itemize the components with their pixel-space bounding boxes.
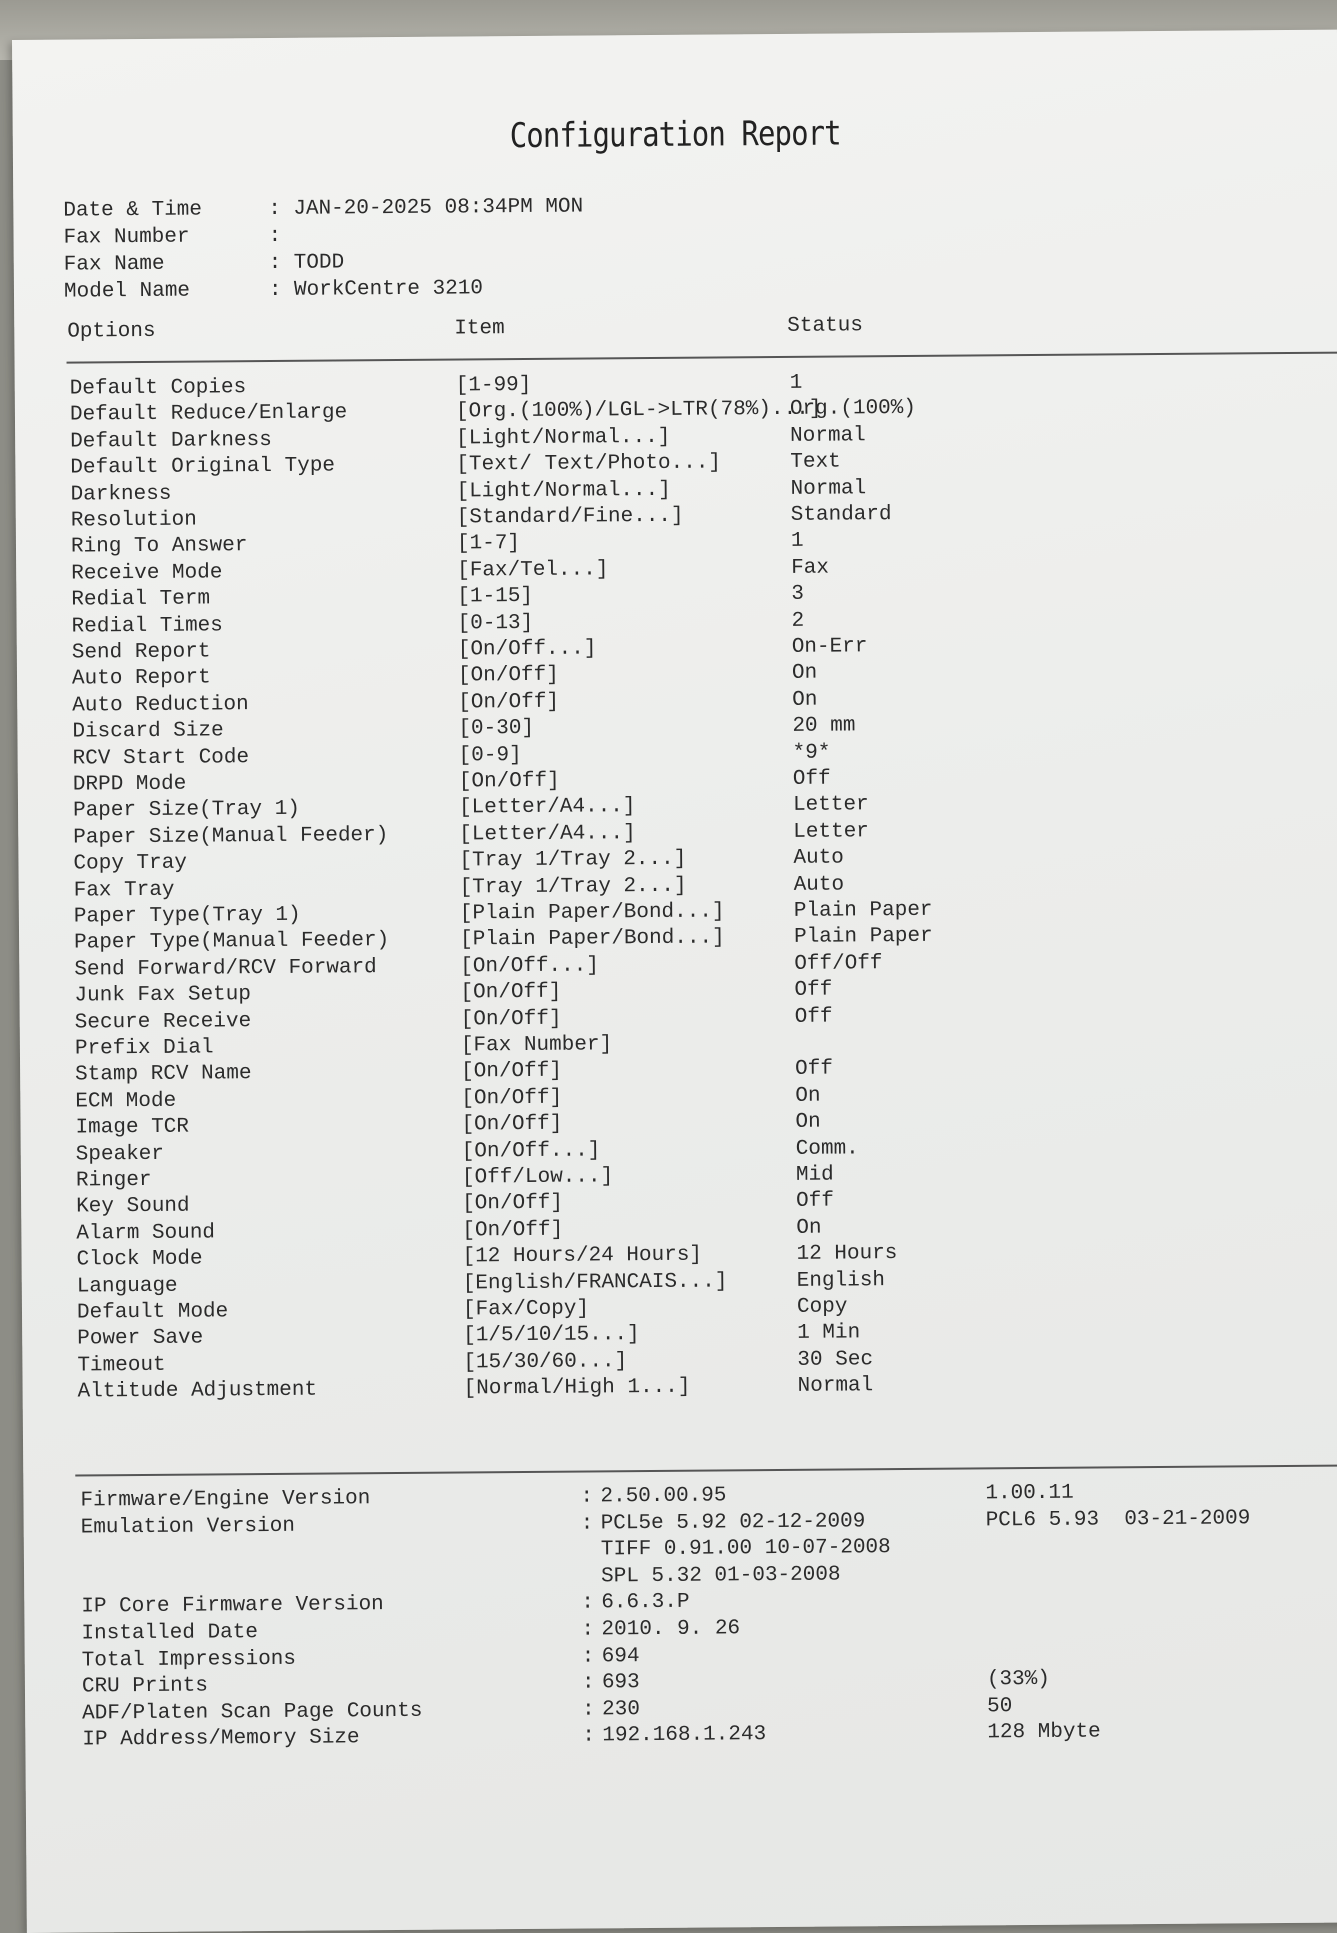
option-item: [On/Off]: [458, 769, 560, 794]
option-name: Default Reduce/Enlarge: [69, 401, 348, 427]
option-name: Fax Tray: [73, 878, 175, 903]
option-name: Paper Type(Tray 1): [73, 903, 301, 929]
option-status: Copy: [796, 1295, 848, 1319]
option-name: Redial Term: [71, 587, 211, 612]
firmware-value: 2.50.00.95: [600, 1484, 727, 1509]
option-name: Ring To Answer: [70, 534, 248, 559]
option-item: [1/5/10/15...]: [463, 1323, 640, 1348]
option-name: Speaker: [75, 1142, 165, 1167]
option-status: Normal: [797, 1374, 874, 1399]
header-row-fax-number: [63, 225, 293, 254]
firmware-value-secondary: 50: [987, 1694, 1013, 1719]
report-page: [12, 30, 1337, 1933]
firmware-value-secondary: PCL6 5.93 03-21-2009: [985, 1506, 1251, 1532]
option-status: On: [792, 688, 818, 712]
firmware-label: ADF/Platen Scan Page Counts: [82, 1699, 423, 1726]
option-item: [0-9]: [458, 743, 522, 768]
option-status: 3: [791, 582, 805, 607]
firmware-colon: :: [581, 1645, 595, 1669]
option-status: Off: [796, 1189, 835, 1214]
option-name: Clock Mode: [76, 1247, 203, 1272]
option-item: [On/Off...]: [460, 954, 600, 979]
option-name: Paper Size(Tray 1): [72, 798, 300, 823]
option-name: Language: [76, 1274, 178, 1299]
option-name: Altitude Adjustment: [77, 1378, 318, 1404]
firmware-colon: :: [581, 1591, 594, 1615]
option-name: Image TCR: [75, 1115, 190, 1140]
option-item: [Fax/Copy]: [462, 1297, 590, 1322]
option-name: Redial Times: [71, 613, 223, 639]
option-name: Paper Type(Manual Feeder): [74, 929, 390, 955]
option-name: Default Mode: [76, 1300, 229, 1325]
option-item: [On/Off...]: [461, 1139, 601, 1164]
header-row-date: [63, 196, 583, 227]
header-divider: [67, 352, 1337, 364]
option-status: Text: [790, 450, 841, 475]
option-status: 1: [790, 530, 804, 554]
option-name: Prefix Dial: [74, 1036, 214, 1061]
option-status: 1: [789, 371, 803, 395]
option-name: DRPD Mode: [72, 772, 187, 797]
firmware-value: TIFF 0.91.00 10-07-2008: [600, 1536, 891, 1562]
firmware-label: CRU Prints: [81, 1674, 209, 1699]
firmware-value-secondary: 128 Mbyte: [987, 1720, 1101, 1745]
option-item: [15/30/60...]: [463, 1350, 628, 1375]
firmware-value: SPL 5.32 01-03-2008: [600, 1563, 841, 1589]
option-item: [On/Off]: [460, 1007, 562, 1032]
firmware-colon: :: [580, 1485, 594, 1509]
option-item: [On/Off]: [462, 1218, 564, 1243]
firmware-label: Installed Date: [81, 1621, 259, 1646]
option-name: Send Report: [71, 640, 211, 665]
column-header-options: Options: [67, 319, 156, 344]
option-item: [Fax/Tel...]: [457, 558, 609, 583]
firmware-value-secondary: (33%): [986, 1668, 1051, 1692]
option-status: Auto: [793, 846, 844, 871]
option-name: Ringer: [75, 1168, 152, 1193]
option-name: Auto Report: [71, 666, 211, 691]
firmware-value: 694: [601, 1644, 640, 1669]
option-name: RCV Start Code: [72, 745, 250, 771]
firmware-label: IP Address/Memory Size: [82, 1726, 360, 1752]
option-status: Comm.: [795, 1136, 859, 1161]
option-status: Fax: [791, 556, 830, 580]
option-status: Normal: [790, 476, 867, 501]
option-item: [English/FRANCAIS...]: [462, 1270, 728, 1296]
firmware-colon: :: [581, 1618, 595, 1642]
option-item: [On/Off]: [457, 664, 559, 688]
firmware-value: 2010. 9. 26: [601, 1617, 741, 1642]
option-status: On: [791, 662, 818, 686]
option-item: [1-99]: [455, 373, 532, 398]
option-status: On: [795, 1110, 821, 1135]
option-name: Key Sound: [76, 1195, 190, 1219]
option-status: Letter: [792, 793, 869, 818]
option-item: [Org.(100%)/LGL->LTR(78%)...]: [455, 398, 822, 424]
firmware-value: 230: [602, 1697, 641, 1722]
header-colon: :: [268, 278, 282, 302]
option-item: [0-13]: [457, 611, 534, 636]
option-name: Secure Receive: [74, 1009, 252, 1035]
option-name: Auto Reduction: [72, 692, 249, 718]
option-item: [1-15]: [457, 585, 534, 609]
option-status: On-Err: [791, 635, 868, 659]
firmware-value: 192.168.1.243: [602, 1723, 767, 1748]
option-item: [Fax Number]: [460, 1033, 613, 1058]
option-item: [Tray 1/Tray 2...]: [459, 874, 687, 900]
section-divider: [75, 1465, 1337, 1477]
header-row-model: [64, 277, 483, 307]
option-item: [1-7]: [456, 532, 521, 556]
option-status: Plain Paper: [793, 898, 933, 923]
option-name: Power Save: [77, 1326, 204, 1351]
option-item: [On/Off]: [458, 690, 560, 715]
report-title: Configuration Report: [509, 113, 841, 157]
firmware-colon: :: [580, 1512, 594, 1536]
option-item: [Letter/A4...]: [459, 821, 636, 847]
option-name: Paper Size(Manual Feeder): [73, 823, 389, 850]
option-status: 1 Min: [797, 1321, 861, 1346]
firmware-label: Firmware/Engine Version: [80, 1487, 371, 1513]
option-item: [Light/Normal...]: [456, 478, 671, 504]
option-status: Off: [795, 1057, 834, 1082]
option-status: 2: [791, 609, 805, 633]
option-name: Default Original Type: [70, 454, 336, 480]
firmware-colon: :: [582, 1724, 596, 1748]
option-status: Plain Paper: [793, 925, 933, 950]
header-value: TODD: [293, 251, 345, 275]
option-status: Org.(100%): [789, 397, 917, 422]
option-name: Default Copies: [69, 376, 247, 401]
option-name: Receive Mode: [71, 561, 223, 586]
option-item: [On/Off]: [461, 1112, 563, 1137]
option-status: *9*: [792, 741, 831, 765]
option-name: Darkness: [70, 482, 172, 507]
option-name: Discard Size: [72, 719, 224, 744]
option-name: Stamp RCV Name: [75, 1062, 252, 1087]
option-name: Alarm Sound: [76, 1221, 216, 1246]
option-item: [On/Off...]: [457, 637, 597, 662]
option-item: [Text/ Text/Photo...]: [456, 451, 722, 477]
firmware-label: Emulation Version: [80, 1514, 296, 1540]
firmware-label: IP Core Firmware Version: [81, 1593, 384, 1619]
firmware-colon: :: [581, 1671, 595, 1695]
option-status: Letter: [793, 820, 869, 844]
header-label: Fax Name: [63, 252, 165, 277]
column-header-status: Status: [787, 314, 863, 338]
option-status: 20 mm: [792, 714, 856, 739]
option-status: Normal: [790, 424, 866, 448]
option-item: [Off/Low...]: [461, 1165, 614, 1190]
firmware-value-secondary: 1.00.11: [985, 1481, 1074, 1506]
firmware-colon: :: [582, 1698, 595, 1722]
option-status: On: [796, 1216, 822, 1240]
option-item: [Standard/Fine...]: [456, 504, 684, 530]
option-item: [On/Off]: [461, 1086, 563, 1111]
option-item: [12 Hours/24 Hours]: [462, 1243, 703, 1269]
option-item: [Plain Paper/Bond...]: [459, 926, 725, 952]
firmware-value: PCL5e 5.92 02-12-2009: [600, 1509, 866, 1536]
firmware-value: 6.6.3.P: [601, 1591, 690, 1615]
option-item: [0-30]: [458, 717, 535, 741]
option-status: Off: [794, 1005, 833, 1029]
option-name: Send Forward/RCV Forward: [74, 955, 377, 982]
option-status: Off: [794, 978, 833, 1003]
option-item: [Tray 1/Tray 2...]: [459, 847, 687, 873]
option-name: Timeout: [77, 1353, 166, 1378]
firmware-label: Total Impressions: [81, 1647, 297, 1673]
option-status: English: [796, 1268, 886, 1293]
option-name: Copy Tray: [73, 851, 187, 876]
option-status: On: [795, 1084, 821, 1108]
option-name: Junk Fax Setup: [74, 983, 252, 1008]
option-status: Off/Off: [794, 951, 883, 976]
header-colon: :: [268, 197, 282, 221]
option-status: 12 Hours: [796, 1242, 898, 1267]
header-value: JAN-20-2025 08:34PM MON: [293, 195, 584, 221]
option-item: [On/Off]: [461, 1060, 563, 1084]
header-label: Fax Number: [63, 225, 190, 250]
option-item: [Letter/A4...]: [458, 795, 636, 820]
option-item: [On/Off]: [462, 1192, 564, 1216]
option-name: Default Darkness: [70, 428, 272, 454]
option-status: 30 Sec: [797, 1348, 874, 1372]
option-name: Resolution: [70, 508, 197, 533]
header-label: Date & Time: [63, 198, 203, 223]
option-item: [Light/Normal...]: [456, 425, 671, 451]
option-status: Mid: [795, 1163, 834, 1187]
header-value: WorkCentre 3210: [293, 277, 484, 302]
option-status: Standard: [790, 503, 892, 527]
header-colon: :: [268, 224, 282, 248]
option-item: [Normal/High 1...]: [463, 1375, 691, 1401]
option-item: [On/Off]: [460, 980, 562, 1005]
option-status: Auto: [793, 873, 845, 897]
option-status: Off: [792, 767, 831, 791]
header-row-fax-name: [64, 251, 345, 280]
option-item: [Plain Paper/Bond...]: [459, 900, 725, 926]
header-colon: :: [268, 251, 282, 275]
option-name: ECM Mode: [75, 1089, 177, 1114]
firmware-value: 693: [601, 1671, 640, 1695]
header-label: Model Name: [63, 279, 191, 304]
column-header-item: Item: [454, 317, 505, 341]
